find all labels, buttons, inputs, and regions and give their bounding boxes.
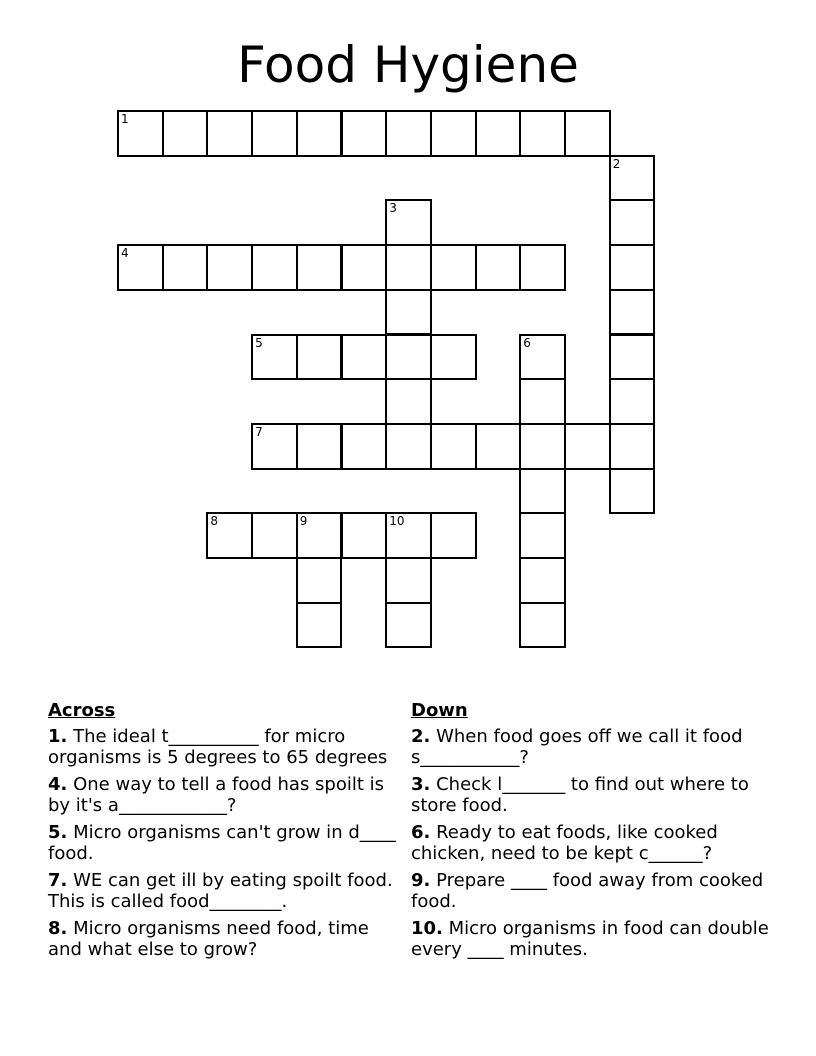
grid-cell[interactable] [385,334,432,381]
clue-number-label: 8. [48,918,68,939]
clue-number-label: 1. [48,726,68,747]
clue-number: 2 [612,156,621,171]
clue-number: 9 [299,514,308,529]
grid-cell[interactable] [251,110,298,157]
grid-cell[interactable] [206,512,253,559]
down-clues [411,700,771,966]
grid-cell[interactable] [519,468,566,515]
across-heading: Across [48,700,116,721]
down-clue-list [411,726,771,960]
clue-text: Micro organisms need food, time and what else to grow? [48,918,369,960]
grid-cell[interactable] [609,155,656,202]
grid-cell[interactable] [430,244,477,291]
clue-number-label: 3. [411,774,431,795]
clue-number-label: 2. [411,726,431,747]
clue-number-label: 4. [48,774,68,795]
clue-text: Prepare ____ food away from cooked food. [411,870,764,912]
clue-text: Micro organisms can't grow in d____ food. [48,822,396,864]
grid-cell[interactable] [296,244,343,291]
clue-text: Micro organisms in food can double every ____ minutes. [411,918,769,960]
down-clue [411,774,771,816]
grid-cell[interactable] [475,423,522,470]
across-clue [48,774,408,816]
clue-number: 3 [389,201,397,216]
grid-cell[interactable] [609,199,656,246]
grid-cell[interactable] [430,423,477,470]
down-clue [411,870,771,912]
grid-cell[interactable] [341,334,388,381]
across-clues [48,700,408,966]
grid-cell[interactable] [385,110,432,157]
grid-cell[interactable] [296,512,343,559]
clue-number-label: 7. [48,870,68,891]
down-clue [411,822,771,864]
grid-cell[interactable] [519,423,566,470]
across-clue-list [48,726,408,960]
across-clue [48,822,408,864]
grid-cell[interactable] [609,468,656,515]
grid-cell[interactable] [296,334,343,381]
grid-cell[interactable] [519,557,566,604]
clue-number: 8 [210,514,219,529]
grid-cell[interactable] [251,423,298,470]
clue-number: 10 [389,514,405,529]
grid-cell[interactable] [609,244,656,291]
grid-cell[interactable] [385,244,432,291]
across-clue [48,870,408,912]
clue-number: 6 [523,335,531,350]
grid-cell[interactable] [296,423,343,470]
clue-number: 5 [255,335,263,350]
grid-cell[interactable] [519,244,566,291]
grid-cell[interactable] [162,244,209,291]
down-clue [411,726,771,768]
clue-text: Ready to eat foods, like cooked chicken, need to be kept c______? [411,822,718,864]
clue-text: The ideal t__________ for micro organisms is 5 degrees to 65 degrees [48,726,388,768]
grid-cell[interactable] [385,512,432,559]
grid-cell[interactable] [475,110,522,157]
grid-cell[interactable] [385,557,432,604]
grid-cell[interactable] [251,244,298,291]
clue-text: When food goes off we call it food s___________? [411,726,743,768]
grid-cell[interactable] [430,512,477,559]
grid-cell[interactable] [430,334,477,381]
clue-number: 1 [121,112,129,126]
grid-cell[interactable] [519,378,566,425]
grid-cell[interactable] [564,110,611,157]
grid-cell[interactable] [206,244,253,291]
grid-cell[interactable] [564,423,611,470]
grid-cell[interactable] [385,378,432,425]
grid-cell[interactable] [251,512,298,559]
grid-cell[interactable] [117,110,164,157]
grid-cell[interactable] [341,110,388,157]
grid-cell[interactable] [609,334,656,381]
clue-number-label: 5. [48,822,68,843]
grid-cell[interactable] [385,289,432,336]
grid-cell[interactable] [519,512,566,559]
grid-cell[interactable] [296,110,343,157]
clue-text: One way to tell a food has spoilt is by it's a____________? [48,774,385,816]
grid-cell[interactable] [609,378,656,425]
grid-cell[interactable] [609,289,656,336]
grid-cell[interactable] [251,334,298,381]
grid-cell[interactable] [519,110,566,157]
grid-cell[interactable] [341,244,388,291]
across-clue [48,918,408,960]
grid-cell[interactable] [385,602,432,649]
clue-number: 4 [121,246,129,261]
grid-cell[interactable] [519,602,566,649]
puzzle-title: Food Hygiene [237,36,579,94]
grid-cell[interactable] [385,423,432,470]
clue-number-label: 9. [411,870,431,891]
grid-cell[interactable] [519,334,566,381]
grid-cell[interactable] [296,557,343,604]
grid-cell[interactable] [206,110,253,157]
clue-number: 7 [255,424,263,439]
grid-cell[interactable] [609,423,656,470]
clue-number-label: 10. [411,918,443,939]
grid-cell[interactable] [341,423,388,470]
grid-cell[interactable] [341,512,388,559]
clue-text: Check l_______ to find out where to store food. [411,774,749,816]
across-clue [48,726,408,768]
grid-cell[interactable] [430,110,477,157]
clue-number-label: 6. [411,822,431,843]
grid-cell[interactable] [385,199,432,246]
down-clue [411,918,771,960]
down-heading: Down [411,700,468,721]
grid-cell[interactable] [475,244,522,291]
grid-cell[interactable] [296,602,343,649]
grid-cell[interactable] [117,244,164,291]
grid-cell[interactable] [162,110,209,157]
clue-text: WE can get ill by eating spoilt food. This is called food________. [48,870,393,912]
